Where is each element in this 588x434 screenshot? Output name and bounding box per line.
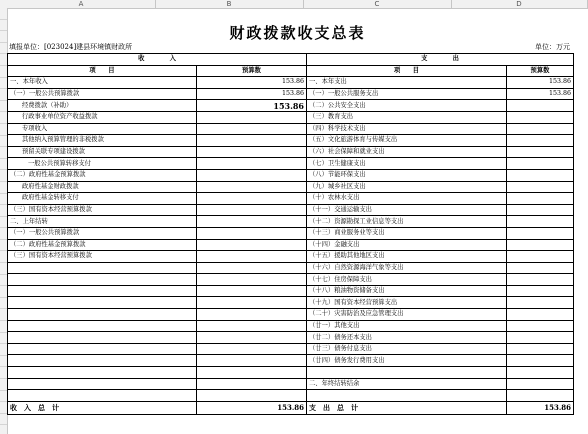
expense-item-cell[interactable]: （十三）商业服务业等支出 [307,227,507,239]
table-row [8,274,574,286]
income-section-header[interactable]: 收 入 [8,54,307,66]
column-header-c[interactable]: C [303,0,452,8]
expense-value-cell[interactable] [507,320,574,332]
income-item-cell[interactable]: 一、本年收入 [8,77,197,89]
total-expense-value[interactable]: 153.86 [507,401,574,414]
table-row [8,193,574,205]
income-item-cell[interactable]: 其他纳入预算管理的非税拨款 [8,135,197,147]
row-number[interactable] [0,112,7,124]
row-number[interactable] [0,333,7,345]
income-item-cell[interactable] [8,274,197,286]
income-item-cell[interactable]: （三）国有资本经营预算拨款 [8,251,197,263]
budget-table [7,53,574,415]
expense-item-cell[interactable]: 一、本年支出 [307,77,507,89]
table-row [8,169,574,181]
income-item-cell[interactable]: （三）国有资本经营预算拨款 [8,204,197,216]
expense-item-cell[interactable]: （十八）粮油物资储备支出 [307,285,507,297]
income-value-cell[interactable]: 153.86 [197,88,307,100]
table-row [8,216,574,228]
table-row [8,343,574,355]
row-number[interactable] [0,402,7,414]
row-number[interactable] [0,356,7,368]
expense-budget-header[interactable]: 预算数 [507,65,574,77]
income-item-cell[interactable] [8,309,197,321]
expense-item-cell[interactable]: （七）卫生健康支出 [307,158,507,170]
income-value-cell[interactable] [197,320,307,332]
income-item-cell[interactable]: 专项收入 [8,123,197,135]
table-row [8,77,574,89]
row-number[interactable] [0,182,7,194]
income-value-cell[interactable] [197,193,307,205]
expense-value-cell[interactable]: 153.86 [507,77,574,89]
expense-item-cell[interactable]: （二）公共安全支出 [307,100,507,112]
expense-value-cell[interactable] [507,285,574,297]
column-header-d[interactable]: D [451,0,588,8]
income-item-cell[interactable] [8,378,197,390]
income-item-cell[interactable]: （一）一般公共预算拨款 [8,88,197,100]
income-budget-header[interactable]: 预算数 [197,65,307,77]
expense-value-cell[interactable] [507,297,574,309]
expense-value-cell[interactable] [507,262,574,274]
expense-item-cell[interactable]: （六）社会保障和就业支出 [307,146,507,158]
income-value-cell[interactable] [197,158,307,170]
expense-value-cell[interactable] [507,343,574,355]
expense-item-cell[interactable]: （五）文化旅游体育与传媒支出 [307,135,507,147]
expense-value-cell[interactable] [507,135,574,147]
expense-value-cell[interactable] [507,378,574,390]
table-row [8,181,574,193]
income-value-cell[interactable] [197,146,307,158]
expense-value-cell[interactable] [507,181,574,193]
row-number[interactable] [0,124,7,136]
income-item-cell[interactable]: 经费拨款（补助） [8,100,197,112]
income-value-cell[interactable] [197,216,307,228]
expense-section-header[interactable]: 支 出 [307,54,574,66]
expense-item-cell[interactable]: （十一）交通运输支出 [307,204,507,216]
row-number[interactable] [0,425,7,434]
table-row [8,297,574,309]
income-value-cell[interactable] [197,343,307,355]
expense-value-cell[interactable] [507,111,574,123]
expense-value-cell[interactable] [507,239,574,251]
table-row [8,367,574,379]
row-number[interactable] [0,379,7,391]
expense-value-cell[interactable] [507,309,574,321]
income-value-cell[interactable]: 153.86 [197,100,307,112]
expense-value-cell[interactable]: 153.86 [507,88,574,100]
income-item-cell[interactable] [8,332,197,344]
table-row [8,88,574,100]
income-value-cell[interactable] [197,135,307,147]
income-value-cell[interactable] [197,227,307,239]
income-item-cell[interactable]: 政府性基金财政拨款 [8,181,197,193]
expense-value-cell[interactable] [507,332,574,344]
row-number[interactable] [0,147,7,159]
table-row [8,390,574,402]
income-value-cell[interactable] [197,169,307,181]
expense-value-cell[interactable] [507,355,574,367]
income-value-cell[interactable] [197,390,307,402]
expense-item-header[interactable]: 项 目 [307,65,507,77]
expense-item-cell[interactable]: （廿二）债务还本支出 [307,332,507,344]
row-number[interactable] [0,20,7,32]
total-income-label[interactable]: 收 入 总 计 [8,401,197,414]
expense-item-cell[interactable]: （三）教育支出 [307,111,507,123]
table-row [8,262,574,274]
expense-value-cell[interactable] [507,390,574,402]
currency-unit: 单位：万元 [535,43,570,51]
expense-item-cell[interactable]: （十六）自然资源海洋气象等支出 [307,262,507,274]
row-number[interactable] [0,309,7,321]
income-item-cell[interactable] [8,285,197,297]
income-value-cell[interactable] [197,123,307,135]
row-number[interactable] [0,66,7,78]
income-value-cell[interactable] [197,309,307,321]
table-row [8,204,574,216]
income-value-cell[interactable] [197,378,307,390]
row-number[interactable] [0,217,7,229]
row-number[interactable] [0,367,7,379]
expense-value-cell[interactable] [507,169,574,181]
income-value-cell[interactable] [197,262,307,274]
expense-item-cell[interactable]: （二十）灾害防治及应急管理支出 [307,309,507,321]
income-item-cell[interactable]: 二、上年结转 [8,216,197,228]
expense-item-cell[interactable]: （四）科学技术支出 [307,123,507,135]
table-row [8,320,574,332]
row-number[interactable] [0,43,7,55]
row-number[interactable] [0,8,7,20]
expense-item-cell[interactable]: （十七）住房保障支出 [307,274,507,286]
table-row [8,123,574,135]
income-value-cell[interactable] [197,367,307,379]
row-number[interactable] [0,31,7,43]
income-item-cell[interactable] [8,297,197,309]
table-row [8,100,574,112]
expense-value-cell[interactable] [507,123,574,135]
expense-item-cell[interactable]: （八）节能环保支出 [307,169,507,181]
income-value-cell[interactable] [197,111,307,123]
expense-item-cell[interactable] [307,390,507,402]
expense-item-cell[interactable] [307,367,507,379]
column-header-a[interactable]: A [7,0,156,8]
row-number[interactable] [0,263,7,275]
expense-value-cell[interactable] [507,367,574,379]
row-number[interactable] [0,194,7,206]
expense-value-cell[interactable] [507,274,574,286]
income-item-cell[interactable]: 一般公共预算转移支付 [8,158,197,170]
table-row [8,227,574,239]
expense-item-cell[interactable]: （九）城乡社区支出 [307,181,507,193]
spreadsheet-sheet[interactable] [7,8,588,434]
income-item-cell[interactable] [8,390,197,402]
table-row [8,158,574,170]
table-row [8,355,574,367]
row-number[interactable] [0,89,7,101]
income-value-cell[interactable] [197,332,307,344]
income-value-cell[interactable] [197,251,307,263]
row-number[interactable] [0,136,7,148]
income-item-cell[interactable]: 政府性基金转移支付 [8,193,197,205]
expense-value-cell[interactable] [507,146,574,158]
income-value-cell[interactable] [197,181,307,193]
expense-item-cell[interactable]: （十）农林水支出 [307,193,507,205]
income-value-cell[interactable] [197,285,307,297]
row-number[interactable] [0,298,7,310]
income-item-cell[interactable]: （一）一般公共预算拨款 [8,227,197,239]
table-row [8,332,574,344]
expense-value-cell[interactable] [507,158,574,170]
table-row [8,135,574,147]
total-income-value[interactable]: 153.86 [197,401,307,414]
row-number[interactable] [0,275,7,287]
row-number[interactable] [0,240,7,252]
expense-item-cell[interactable]: （十四）金融支出 [307,239,507,251]
income-item-cell[interactable]: （二）政府性基金预算拨款 [8,169,197,181]
income-value-cell[interactable] [197,239,307,251]
income-value-cell[interactable] [197,204,307,216]
expense-item-cell[interactable]: （十九）国有资本经营预算支出 [307,297,507,309]
income-item-cell[interactable]: 预留关联专项建设拨款 [8,146,197,158]
total-expense-label[interactable]: 支 出 总 计 [307,401,507,414]
row-number[interactable] [0,228,7,240]
row-number[interactable] [0,414,7,426]
income-item-cell[interactable] [8,320,197,332]
expense-value-cell[interactable] [507,216,574,228]
expense-item-cell[interactable]: （廿一）其他支出 [307,320,507,332]
income-item-cell[interactable] [8,262,197,274]
table-row [8,378,574,390]
row-number[interactable] [0,391,7,403]
income-item-cell[interactable]: （二）政府性基金预算拨款 [8,239,197,251]
row-number[interactable] [0,205,7,217]
income-item-cell[interactable] [8,367,197,379]
row-number[interactable] [0,321,7,333]
income-item-cell[interactable] [8,355,197,367]
reporting-unit: 填报单位：[023024]建县环境镇财政所 [9,43,133,51]
expense-item-cell[interactable]: （一）一般公共服务支出 [307,88,507,100]
income-value-cell[interactable]: 153.86 [197,77,307,89]
row-number[interactable] [0,78,7,90]
income-item-cell[interactable] [8,343,197,355]
income-item-cell[interactable]: 行政事业单位资产收益拨款 [8,111,197,123]
expense-value-cell[interactable] [507,227,574,239]
column-header-b[interactable]: B [155,0,304,8]
row-number[interactable] [0,286,7,298]
table-row [8,309,574,321]
income-item-header[interactable]: 项 目 [8,65,197,77]
row-number[interactable] [0,344,7,356]
expense-item-cell[interactable]: （廿三）债务付息支出 [307,343,507,355]
table-row [8,146,574,158]
expense-value-cell[interactable] [507,204,574,216]
table-row [8,285,574,297]
table-row [8,239,574,251]
expense-item-cell[interactable]: 二、年终结转结余 [307,378,507,390]
row-number[interactable] [0,101,7,113]
row-number[interactable] [0,170,7,182]
row-number[interactable] [0,54,7,66]
expense-item-cell[interactable]: （十五）援助其他地区支出 [307,251,507,263]
expense-item-cell[interactable]: （廿四）债务发行费用支出 [307,355,507,367]
table-row [8,251,574,263]
table-row [8,111,574,123]
income-value-cell[interactable] [197,355,307,367]
expense-value-cell[interactable] [507,100,574,112]
row-number[interactable] [0,159,7,171]
income-value-cell[interactable] [197,297,307,309]
expense-item-cell[interactable]: （十二）资源勘探工业信息等支出 [307,216,507,228]
expense-value-cell[interactable] [507,193,574,205]
page-title: 财政拨款收支总表 [229,24,366,42]
row-number[interactable] [0,251,7,263]
expense-value-cell[interactable] [507,251,574,263]
income-value-cell[interactable] [197,274,307,286]
